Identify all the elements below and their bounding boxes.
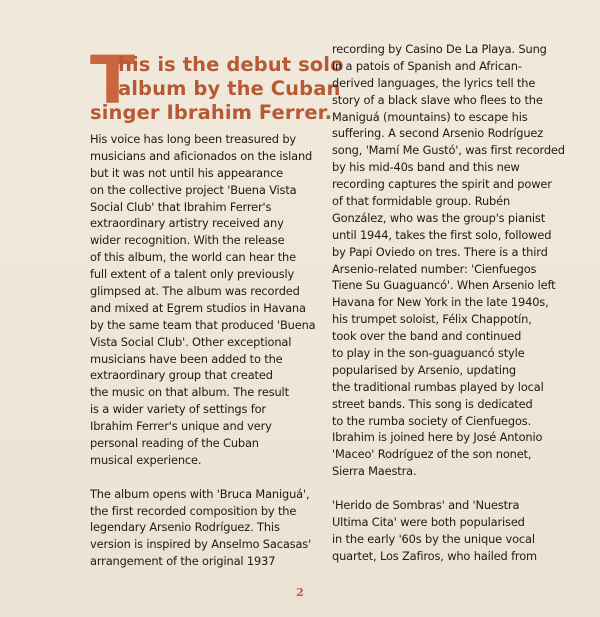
text-line: suffering. A second Arsenio Rodríguez bbox=[332, 126, 544, 141]
text-line: musical experience. bbox=[90, 452, 202, 467]
paragraph bbox=[90, 131, 316, 469]
text-line: 'Maceo' Rodríguez of the son nonet, bbox=[332, 447, 532, 462]
text-line: extraordinary group that created bbox=[90, 368, 273, 383]
text-line: recording captures the spirit and power bbox=[332, 177, 552, 192]
text-line: Arsenio-related number: 'Cienfuegos bbox=[332, 261, 537, 276]
text-line: popularised by Arsenio, updating bbox=[332, 362, 516, 377]
text-line: song, 'Mamí Me Gustó', was first recorded bbox=[332, 143, 565, 158]
paragraph bbox=[332, 41, 565, 480]
text-line: wider recognition. With the release bbox=[90, 233, 285, 248]
text-line: legendary Arsenio Rodríguez. This bbox=[90, 520, 280, 535]
text-line: to the rumba society of Cienfuegos. bbox=[332, 413, 532, 428]
text-line: by his mid-40s band and this new bbox=[332, 160, 520, 175]
text-line: Sierra Maestra. bbox=[332, 464, 417, 479]
text-line: the traditional rumbas played by local bbox=[332, 379, 544, 394]
text-line: by Papi Oviedo on tres. There is a third bbox=[332, 244, 548, 259]
text-line: story of a black slave who flees to the bbox=[332, 92, 543, 107]
heading-line: album by the Cuban bbox=[118, 77, 341, 100]
text-line: Tiene Su Guaguancó'. When Arsenio left bbox=[332, 278, 556, 293]
left-column bbox=[90, 131, 316, 570]
text-line: and mixed at Egrem studios in Havana bbox=[90, 300, 306, 315]
text-line: in a patois of Spanish and African- bbox=[332, 58, 522, 73]
text-line: on the collective project 'Buena Vista bbox=[90, 182, 297, 197]
text-line: until 1944, takes the first solo, followed bbox=[332, 227, 552, 242]
drop-cap: T bbox=[90, 42, 136, 119]
text-line: personal reading of the Cuban bbox=[90, 436, 259, 451]
heading-line: singer Ibrahim Ferrer. bbox=[90, 101, 333, 124]
page-number: 2 bbox=[296, 586, 304, 599]
paragraph-gap bbox=[90, 469, 316, 486]
text-line: González, who was the group's pianist bbox=[332, 210, 546, 225]
text-line: street bands. This song is dedicated bbox=[332, 396, 533, 411]
text-line: to play in the son-guaguancó style bbox=[332, 346, 525, 361]
text-line: His voice has long been treasured by bbox=[90, 132, 296, 146]
text-line: arrangement of the original 1937 bbox=[90, 554, 276, 569]
text-line: is a wider variety of settings for bbox=[90, 402, 266, 417]
text-line: the music on that album. The result bbox=[90, 385, 289, 400]
text-line: in the early '60s by the unique vocal bbox=[332, 531, 535, 546]
text-line: musicians have been added to the bbox=[90, 351, 283, 366]
text-line: Vista Social Club'. Other exceptional bbox=[90, 334, 292, 349]
text-line: extraordinary artistry received any bbox=[90, 216, 284, 231]
text-line: Ultima Cita' were both popularised bbox=[332, 514, 525, 529]
text-line: full extent of a talent only previously bbox=[90, 267, 295, 282]
text-line: glimpsed at. The album was recorded bbox=[90, 284, 300, 299]
text-line: took over the band and continued bbox=[332, 329, 522, 344]
text-line: Social Club' that Ibrahim Ferrer's bbox=[90, 199, 272, 214]
text-line: Ibrahim is joined here by José Antonio bbox=[332, 430, 543, 445]
text-line: his trumpet soloist, Félix Chappotín, bbox=[332, 312, 532, 327]
page-heading bbox=[90, 53, 344, 125]
text-line: by the same team that produced 'Buena bbox=[90, 317, 316, 332]
text-line: Ibrahim Ferrer's unique and very bbox=[90, 419, 272, 434]
text-line: musicians and aficionados on the island bbox=[90, 148, 313, 163]
paragraph-gap bbox=[332, 480, 565, 497]
text-line: The album opens with 'Bruca Maniguá', bbox=[90, 486, 310, 501]
text-line: Havana for New York in the late 1940s, bbox=[332, 295, 549, 310]
text-line: 'Herido de Sombras' and 'Nuestra bbox=[332, 498, 520, 513]
paragraph bbox=[332, 497, 565, 565]
heading-line: his is the debut solo bbox=[118, 53, 344, 76]
text-line: but it was not until his appearance bbox=[90, 165, 284, 180]
text-line: Maniguá (mountains) to escape his bbox=[332, 109, 528, 124]
text-line: derived languages, the lyrics tell the bbox=[332, 75, 536, 90]
text-line: of this album, the world can hear the bbox=[90, 250, 296, 265]
text-line: the first recorded composition by the bbox=[90, 503, 297, 518]
right-column bbox=[332, 41, 565, 565]
paragraph bbox=[90, 486, 316, 570]
text-line: recording by Casino De La Playa. Sung bbox=[332, 42, 547, 56]
text-line: quartet, Los Zafiros, who hailed from bbox=[332, 548, 537, 563]
text-line: version is inspired by Anselmo Sacasas' bbox=[90, 537, 312, 552]
text-line: of that formidable group. Rubén bbox=[332, 194, 511, 209]
